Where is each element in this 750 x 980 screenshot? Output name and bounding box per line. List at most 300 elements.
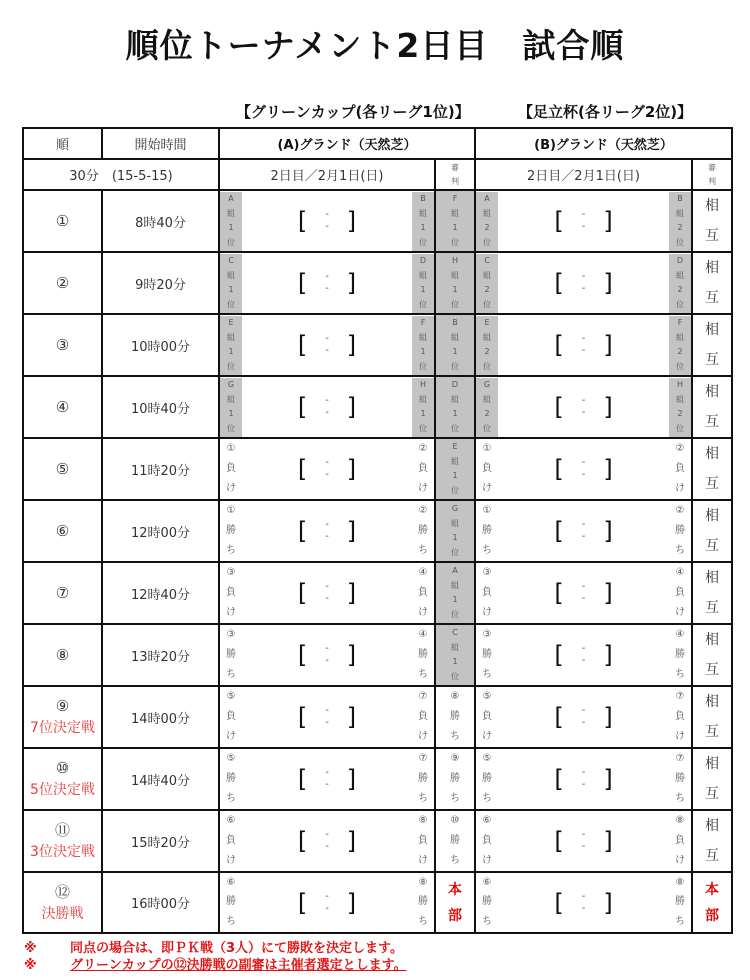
team-slot-char: 負 (482, 586, 493, 598)
team-slot-char: 勝 (418, 524, 428, 536)
team-slot-left (220, 873, 242, 932)
score-open-bracket: [ (297, 579, 308, 607)
score-box[interactable] (554, 517, 612, 545)
referee-a-header (435, 159, 475, 190)
score-close-bracket: ] (603, 393, 613, 421)
score-box[interactable] (554, 579, 612, 607)
team-slot-char: 負 (418, 462, 428, 474)
order-header: 順 (23, 128, 102, 159)
score-home-dash: - (581, 457, 586, 468)
referee-b-char-2: 判 (708, 176, 717, 186)
score-dashes (325, 829, 329, 853)
team-slot-left (220, 812, 242, 871)
team-slot-char: ⑤ (226, 753, 236, 765)
team-slot-right (412, 750, 434, 809)
team-slot-char: 組 (676, 270, 685, 280)
score-away-dash: - (581, 902, 586, 914)
match-cell-b (475, 810, 692, 872)
note-2 (24, 957, 407, 974)
referee-team (436, 502, 474, 561)
score-away-dash: - (325, 779, 329, 790)
score-away-dash: - (581, 841, 586, 852)
score-dashes (582, 457, 586, 481)
team-slot-char: 勝 (418, 648, 428, 660)
referee-char: 位 (451, 362, 459, 372)
team-slot-char: 位 (227, 424, 235, 434)
score-box[interactable] (554, 393, 612, 421)
score-box[interactable] (554, 889, 612, 917)
score-open-bracket: [ (554, 455, 564, 483)
score-close-bracket: ] (346, 827, 357, 855)
team-slot-char: 組 (483, 208, 492, 218)
team-slot-char: 1 (420, 409, 426, 419)
score-open-bracket: [ (297, 331, 308, 359)
match-cell-a (219, 872, 435, 933)
team-slot-char: ⑤ (482, 753, 492, 765)
match-number: ② (55, 274, 70, 292)
team-slot-char: ⑥ (226, 876, 236, 888)
match-number: ⑨ (55, 697, 70, 715)
team-slot-char: 位 (419, 424, 427, 434)
team-slot-char: ち (418, 916, 428, 928)
referee-char: 部 (448, 907, 462, 924)
team-slot-char: ② (675, 443, 685, 455)
score-away-dash: - (581, 531, 586, 542)
team-slot-char: 負 (675, 710, 686, 722)
team-slot-char: 2 (484, 285, 490, 295)
team-slot-char: 1 (228, 223, 234, 233)
team-slot-char: ① (226, 505, 236, 517)
ground-b-header (475, 128, 732, 159)
score-dashes (325, 767, 329, 791)
referee-mutual (693, 811, 731, 871)
score-box[interactable] (298, 455, 356, 483)
referee-cell-b (692, 438, 732, 500)
score-open-bracket: [ (554, 579, 564, 607)
match-row (23, 872, 732, 933)
referee-char: 1 (452, 409, 458, 419)
score-home-dash: - (325, 395, 329, 406)
order-cell (23, 872, 102, 933)
match-cell-a (219, 376, 435, 438)
team-slot-char: ⑧ (418, 815, 428, 827)
ground-a-label: (A)グランド（天然芝） (277, 138, 417, 153)
order-cell (23, 190, 102, 252)
score-home-dash: - (325, 767, 329, 778)
score-box[interactable] (554, 207, 612, 235)
score-close-bracket: ] (603, 827, 613, 855)
referee-char: H (452, 255, 459, 265)
match-cell-a (219, 562, 435, 624)
score-away-dash: - (581, 407, 586, 418)
referee-char: 相 (705, 570, 720, 586)
score-away-dash: - (325, 283, 329, 294)
team-slot-left (476, 873, 498, 932)
score-away-dash: - (581, 469, 586, 480)
match-row (23, 500, 732, 562)
referee-cell-b (692, 562, 732, 624)
referee-mutual (693, 563, 731, 623)
team-slot-char: ④ (418, 629, 428, 641)
referee-cell-b (692, 190, 732, 252)
team-slot-char: け (482, 730, 493, 742)
date-b-cell: 2日目／2月1日(日) (475, 159, 692, 190)
score-open-bracket: [ (554, 888, 564, 917)
match-cell-b (475, 190, 692, 252)
team-slot-char: 位 (676, 424, 685, 434)
referee-cell-a (435, 810, 475, 872)
start-time-cell: 14時00分 (102, 686, 219, 748)
team-slot-char: ⑦ (418, 753, 428, 765)
match-number: ⑦ (55, 584, 70, 602)
referee-char: 1 (452, 471, 458, 481)
referee-char: 相 (705, 446, 720, 462)
score-close-bracket: ] (603, 579, 613, 607)
score-close-bracket: ] (346, 269, 357, 297)
score-close-bracket: ] (346, 207, 357, 235)
team-slot-char: 勝 (418, 896, 428, 908)
referee-hq (693, 877, 731, 929)
match-row (23, 376, 732, 438)
referee-mutual (693, 315, 731, 375)
score-open-bracket: [ (554, 517, 564, 545)
team-slot-left (476, 750, 498, 809)
score-box[interactable] (554, 765, 612, 793)
referee-char: 互 (705, 786, 720, 802)
team-slot-char: 位 (676, 362, 685, 372)
start-time-cell: 13時20分 (102, 624, 219, 686)
match-number: ④ (55, 398, 70, 416)
score-away-dash: - (581, 655, 586, 666)
team-slot-char: F (420, 317, 426, 327)
score-box[interactable] (298, 703, 356, 731)
referee-mutual (693, 625, 731, 685)
team-slot-right (412, 254, 434, 313)
note-text: 同点の場合は、即ＰＫ戦（3人）にて勝敗を決定します。 (70, 941, 404, 956)
score-dashes (582, 333, 586, 357)
team-slot-char: 1 (228, 409, 234, 419)
order-cell (23, 748, 102, 810)
score-box[interactable] (554, 703, 612, 731)
score-away-dash: - (581, 221, 586, 232)
score-home-dash: - (581, 519, 586, 530)
score-open-bracket: [ (297, 455, 308, 483)
note-mark: ※ (24, 941, 37, 956)
team-slot-char: F (677, 317, 683, 327)
referee-char: 位 (451, 672, 459, 682)
team-slot-char: 2 (677, 347, 683, 357)
referee-char: F (452, 193, 458, 203)
score-box[interactable] (298, 207, 356, 235)
score-home-dash: - (325, 829, 329, 840)
team-slot-char: 組 (483, 394, 492, 404)
match-number: ⑫ (54, 882, 70, 901)
team-slot-char: 2 (484, 347, 490, 357)
score-close-bracket: ] (346, 517, 357, 545)
team-slot-char: け (675, 854, 686, 866)
team-slot-char: 位 (419, 300, 427, 310)
score-box[interactable] (298, 269, 356, 297)
page-title: 順位トーナメント2日目 試合順 (125, 26, 625, 65)
team-slot-char: ① (482, 505, 492, 517)
team-slot-char: 負 (675, 462, 686, 474)
team-slot-right (669, 564, 691, 623)
score-open-bracket: [ (297, 269, 308, 297)
referee-char: 互 (705, 290, 720, 306)
team-slot-right (412, 564, 434, 623)
score-dashes (325, 457, 329, 481)
score-dashes (325, 705, 329, 729)
team-slot-char: 位 (483, 424, 492, 434)
referee-team (436, 688, 474, 747)
score-open-bracket: [ (554, 641, 564, 669)
team-slot-char: 組 (483, 332, 492, 342)
order-cell (23, 810, 102, 872)
score-dashes (582, 395, 586, 419)
team-slot-right (669, 378, 691, 437)
match-cell-a (219, 252, 435, 314)
score-open-bracket: [ (554, 331, 564, 359)
team-slot-char: 勝 (226, 524, 236, 536)
score-home-dash: - (325, 519, 329, 530)
match-row (23, 562, 732, 624)
team-slot-char: け (675, 482, 686, 494)
team-slot-char: ⑧ (675, 815, 685, 827)
team-slot-char: 位 (676, 300, 685, 310)
team-slot-right (669, 502, 691, 561)
match-cell-a (219, 438, 435, 500)
score-box[interactable] (298, 641, 356, 669)
score-open-bracket: [ (554, 207, 564, 235)
team-slot-char: 組 (676, 208, 685, 218)
referee-char: 互 (705, 662, 720, 678)
team-slot-char: 2 (677, 285, 683, 295)
match-cell-b (475, 376, 692, 438)
score-box[interactable] (298, 827, 356, 855)
team-slot-right (669, 316, 691, 375)
date-a-cell: 2日目／2月1日(日) (219, 159, 435, 190)
order-cell (23, 562, 102, 624)
team-slot-char: ち (675, 668, 686, 680)
team-slot-char: 組 (419, 332, 427, 342)
green-cup-heading: 【グリーンカップ(各リーグ1位)】 (236, 103, 470, 121)
score-home-dash: - (325, 890, 329, 902)
score-close-bracket: ] (603, 207, 613, 235)
team-slot-char: 位 (227, 238, 235, 248)
header-row (23, 128, 732, 159)
team-slot-char: B (677, 193, 683, 203)
team-slot-char: 勝 (418, 772, 428, 784)
match-row (23, 190, 732, 252)
ground-a-header (219, 128, 475, 159)
referee-char: 互 (705, 538, 720, 554)
team-slot-char: ち (482, 544, 493, 556)
score-dashes (582, 209, 586, 233)
referee-char: C (452, 627, 458, 637)
match-cell-b (475, 314, 692, 376)
score-box[interactable] (298, 393, 356, 421)
team-slot-char: 組 (676, 332, 685, 342)
match-row (23, 686, 732, 748)
team-slot-char: 組 (419, 270, 427, 280)
team-slot-char: ち (226, 544, 236, 556)
team-slot-char: ち (226, 792, 236, 804)
referee-cell-a (435, 500, 475, 562)
order-cell (23, 376, 102, 438)
team-slot-char: E (484, 317, 490, 327)
match-label: 決勝戦 (41, 905, 84, 922)
team-slot-char: ③ (226, 567, 236, 579)
team-slot-right (412, 502, 434, 561)
team-slot-right (669, 873, 691, 932)
referee-char: 相 (705, 508, 720, 524)
match-cell-a (219, 190, 435, 252)
match-label: 5位決定戦 (30, 782, 95, 798)
score-away-dash: - (581, 345, 586, 356)
score-box[interactable] (298, 579, 356, 607)
score-close-bracket: ] (346, 703, 357, 731)
team-slot-char: G (227, 379, 235, 389)
team-slot-char: 組 (483, 270, 492, 280)
score-box[interactable] (298, 765, 356, 793)
team-slot-char: 負 (675, 834, 686, 846)
score-home-dash: - (581, 581, 586, 592)
referee-char: 相 (705, 198, 720, 214)
referee-mutual (693, 191, 731, 251)
match-number: ⑤ (55, 460, 70, 478)
team-slot-right (412, 688, 434, 747)
score-dashes (582, 767, 586, 791)
team-slot-char: 負 (418, 834, 428, 846)
team-slot-char: ② (675, 505, 685, 517)
score-dashes (325, 271, 329, 295)
team-slot-left (476, 812, 498, 871)
match-row (23, 748, 732, 810)
team-slot-char: 2 (677, 409, 683, 419)
score-box[interactable] (554, 331, 612, 359)
score-dashes (582, 705, 586, 729)
score-away-dash: - (325, 469, 329, 480)
score-away-dash: - (325, 902, 329, 914)
team-slot-char: ち (482, 668, 493, 680)
team-slot-char: け (482, 854, 493, 866)
team-slot-right (669, 440, 691, 499)
score-home-dash: - (581, 395, 586, 406)
team-slot-right (412, 192, 434, 251)
team-slot-char: ② (418, 505, 428, 517)
referee-char: 互 (705, 600, 720, 616)
schedule-table (22, 127, 733, 934)
score-box[interactable] (554, 827, 612, 855)
referee-cell-a (435, 314, 475, 376)
ground-b-label: (B)グランド（天然芝） (534, 138, 673, 153)
referee-char: 互 (705, 476, 720, 492)
team-slot-char: 位 (419, 238, 427, 248)
match-cell-a (219, 500, 435, 562)
referee-char: A (452, 565, 458, 575)
score-dashes (582, 829, 586, 853)
score-box[interactable] (298, 889, 356, 917)
referee-char: 相 (705, 632, 720, 648)
referee-team (436, 316, 474, 375)
team-slot-char: 組 (676, 394, 685, 404)
referee-char: 勝 (450, 710, 460, 722)
referee-cell-a (435, 562, 475, 624)
score-away-dash: - (325, 841, 329, 852)
score-close-bracket: ] (346, 641, 357, 669)
team-slot-char: 負 (418, 710, 428, 722)
score-box[interactable] (298, 517, 356, 545)
start-time-cell: 16時00分 (102, 872, 219, 933)
team-slot-char: 勝 (675, 772, 686, 784)
referee-team (436, 626, 474, 685)
team-slot-char: 組 (419, 394, 427, 404)
score-home-dash: - (581, 705, 586, 716)
score-dashes (325, 519, 329, 543)
team-slot-left (220, 750, 242, 809)
team-slot-char: ④ (675, 629, 685, 641)
score-open-bracket: [ (297, 393, 308, 421)
team-slot-left (476, 378, 498, 437)
match-cell-a (219, 748, 435, 810)
team-slot-char: 負 (482, 462, 493, 474)
team-slot-char: ⑤ (482, 691, 492, 703)
referee-char: 組 (451, 518, 459, 528)
team-slot-char: ち (675, 916, 686, 928)
team-slot-char: 1 (420, 223, 426, 233)
team-slot-right (669, 688, 691, 747)
score-home-dash: - (581, 643, 586, 654)
referee-char: ⑧ (450, 691, 460, 703)
team-slot-char: ④ (418, 567, 428, 579)
team-slot-char: 組 (227, 332, 235, 342)
team-slot-char: け (226, 730, 236, 742)
score-box[interactable] (554, 455, 612, 483)
referee-char: 組 (451, 208, 459, 218)
referee-char: ⑩ (450, 815, 460, 827)
referee-cell-b (692, 872, 732, 933)
match-number: ⑪ (54, 821, 70, 839)
referee-cell-a (435, 624, 475, 686)
team-slot-char: D (419, 255, 427, 265)
team-slot-char: 負 (226, 586, 236, 598)
team-slot-left (476, 502, 498, 561)
score-box[interactable] (298, 331, 356, 359)
team-slot-char: 組 (227, 394, 235, 404)
team-slot-char: 勝 (482, 648, 493, 660)
referee-char: 組 (451, 456, 459, 466)
score-box[interactable] (554, 641, 612, 669)
score-open-bracket: [ (297, 827, 308, 855)
referee-char: 相 (705, 818, 720, 834)
score-home-dash: - (581, 890, 586, 902)
team-slot-char: 負 (482, 710, 493, 722)
team-slot-char: 勝 (226, 896, 236, 908)
match-cell-b (475, 748, 692, 810)
team-slot-char: 勝 (226, 648, 236, 660)
referee-cell-a (435, 872, 475, 933)
team-slot-char: ⑥ (482, 815, 492, 827)
score-open-bracket: [ (297, 888, 308, 917)
team-slot-right (669, 254, 691, 313)
score-home-dash: - (325, 705, 329, 716)
team-slot-char: ③ (482, 567, 492, 579)
match-row (23, 810, 732, 872)
order-cell (23, 624, 102, 686)
score-away-dash: - (325, 221, 329, 232)
referee-char: 1 (452, 347, 458, 357)
score-box[interactable] (554, 269, 612, 297)
